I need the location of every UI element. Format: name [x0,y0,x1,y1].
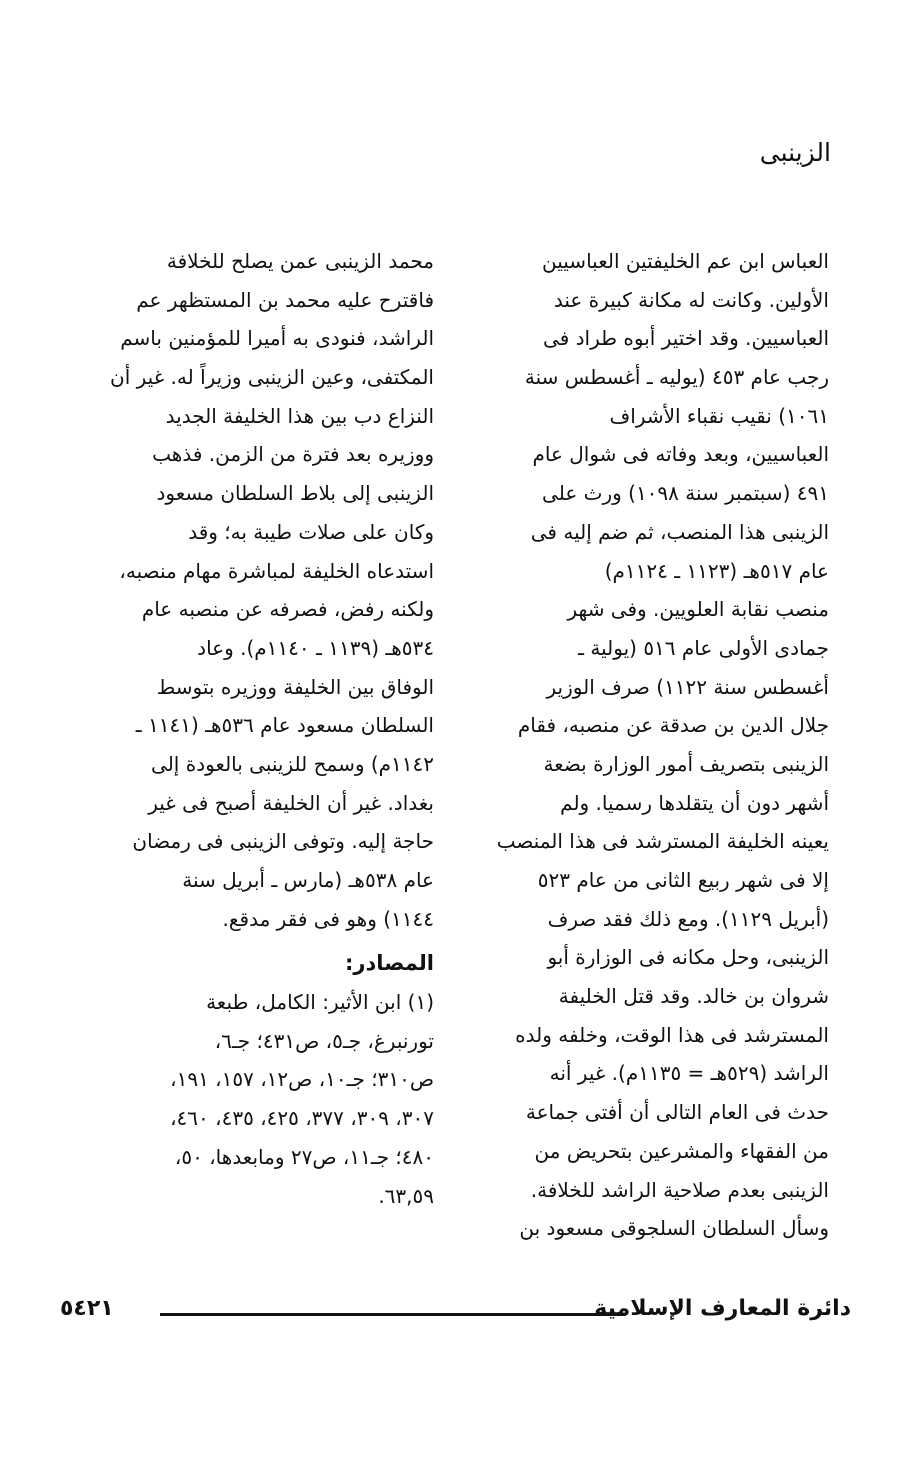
text-line: الزينبى بعدم صلاحية الراشد للخلافة. [530,1177,829,1202]
source-line: تورنبرغ، جـ٥، ص٤٣١؛ جـ٦، [214,1028,434,1053]
text-line: الزينبى بتصريف أمور الوزارة بضعة [543,751,829,776]
text-line: محمد الزينبى عمن يصلح للخلافة [166,249,434,273]
text-line: شروان بن خالد. وقد قتل الخليفة [558,984,829,1009]
source-line: ص٣١٠؛ جـ١٠، ص١٢، ١٥٧، ١٩١، [170,1067,434,1092]
text-line: الأولين. وكانت له مكانة كبيرة عند [553,287,829,312]
text-line: الراشد (٥٢٩هـ = ١١٣٥م). غير أنه [549,1061,829,1086]
text-line: وكان على صلات طيبة به؛ وقد [188,519,434,544]
text-line: منصب نقابة العلويين. وفى شهر [567,597,829,622]
page-number: ٥٤٢١ [60,1296,114,1321]
text-line: الزينبى إلى بلاط السلطان مسعود [156,481,434,506]
text-line: يعينه الخليفة المسترشد فى هذا المنصب [496,829,829,854]
text-line: حدث فى العام التالى أن أفتى جماعة [525,1100,829,1125]
source-line: ٣٠٧، ٣٠٩، ٣٧٧، ٤٢٥، ٤٣٥، ٤٦٠، [170,1106,434,1131]
text-line: من الفقهاء والمشرعين بتحريض من [534,1138,829,1163]
text-line: العباسيين. وقد اختير أبوه طراد فى [543,326,829,351]
text-line: ٤٩١ (سبتمبر سنة ١٠٩٨) ورث على [542,481,829,506]
text-line: حاجة إليه. وتوفى الزينبى فى رمضان [132,829,434,854]
text-line: فاقترح عليه محمد بن المستظهر عم [136,287,434,312]
text-line: الزينبى هذا المنصب، ثم ضم إليه فى [530,519,829,544]
source-line: ٤٨٠؛ جـ١١، ص٢٧ ومابعدها، ٥٠، [174,1144,434,1169]
text-line: بغداد. غير أن الخليفة أصبح فى غير [148,790,434,815]
text-line: (أبريل ١١٢٩). ومع ذلك فقد صرف [547,906,829,931]
text-line: ١٠٦١) نقيب نقباء الأشراف [609,403,829,428]
page-footer [60,1296,851,1330]
text-line: ١١٤٢م) وسمح للزينبى بالعودة إلى [151,751,434,776]
text-line: الراشد، فنودى به أميرا للمؤمنين باسم [120,326,434,351]
text-line: ولكنه رفض، فصرفه عن منصبه عام [141,597,434,622]
text-line: الزينبى، وحل مكانه فى الوزارة أبو [547,945,829,970]
text-line: ١١٤٤) وهو فى فقر مدقع. [222,906,434,931]
journal-name: دائرة المعارف الإسلامية [594,1296,851,1321]
text-line: العباسيين، وبعد وفاته فى شوال عام [532,442,829,467]
text-line: المكتفى، وعين الزينبى وزيراً له. غير أن [110,365,434,390]
text-line: ٥٣٤هـ (١١٣٩ ـ ١١٤٠م). وعاد [197,635,434,660]
footer-divider [160,1313,626,1316]
text-line: رجب عام ٤٥٣ (يوليه ـ أغسطس سنة [524,365,829,390]
text-line: استدعاه الخليفة لمباشرة مهام منصبه، [119,558,434,583]
text-line: عام ٥٣٨هـ (مارس ـ أبريل سنة [182,868,434,892]
right-text-column [457,242,829,1248]
text-line: الوفاق بين الخليفة ووزيره بتوسط [156,674,434,699]
text-line: العباس ابن عم الخليفتين العباسيين [542,249,829,273]
text-line: النزاع دب بين هذا الخليفة الجديد [165,403,434,428]
text-line: وسأل السلطان السلجوقى مسعود بن [519,1216,829,1241]
source-line: ٦٣,٥٩. [378,1183,434,1208]
text-line: المسترشد فى هذا الوقت، وخلفه ولده [515,1022,829,1047]
text-line: عام ٥١٧هـ (١١٢٣ ـ ١١٢٤م) [604,558,829,583]
sources-heading: المصادر: [344,951,434,976]
text-line: أغسطس سنة ١١٢٢) صرف الوزير [546,674,829,699]
text-line: ووزيره بعد فترة من الزمن. فذهب [152,442,434,467]
page-header-title: الزينبى [759,138,831,167]
text-line: جمادى الأولى عام ٥١٦ (يولية ـ [578,635,829,660]
text-line: أشهر دون أن يتقلدها رسميا. ولم [560,790,829,815]
text-line: السلطان مسعود عام ٥٣٦هـ (١١٤١ ـ [135,713,434,738]
text-line: إلا فى شهر ربيع الثانى من عام ٥٢٣ [537,868,829,892]
source-line: (١) ابن الأثير: الكامل، طبعة [206,990,434,1015]
text-line: جلال الدين بن صدقة عن منصبه، فقام [517,713,829,738]
left-text-column [62,242,434,1215]
